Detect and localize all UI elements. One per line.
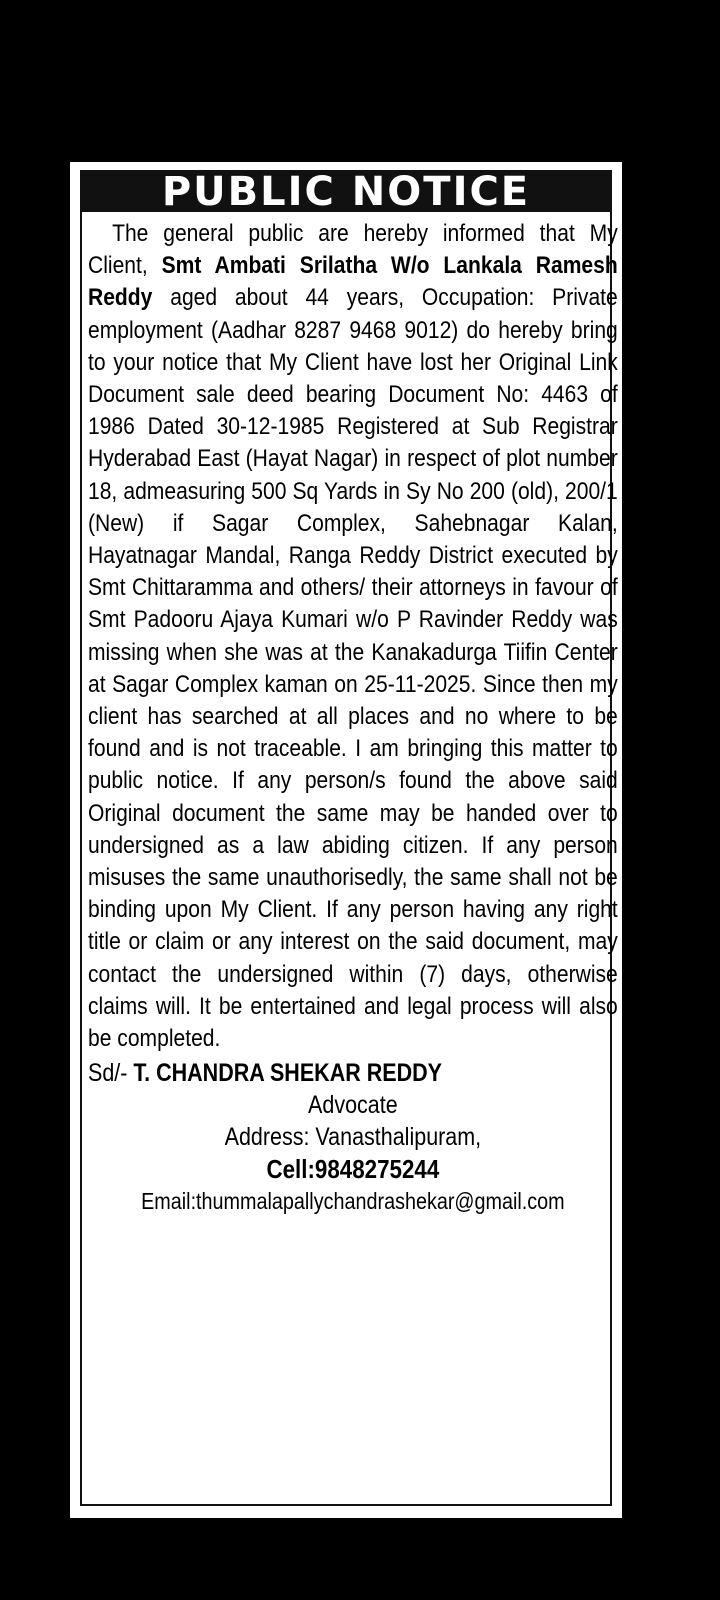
public-notice [80, 169, 618, 1506]
newspaper-clipping [70, 162, 622, 1518]
signatory-address: Address: Vanasthalipuram, [224, 1123, 482, 1152]
notice-body [82, 212, 618, 1217]
notice-text-main: aged about 44 years, Occupation: Private employment (Aadhar 8287 9468 9012) do hereby bring to your notice that My Client have lost her Original Link Document sale deed bearing Document No: 4463 of 1986 Dated 30-12-1985 Registered at Sub Registrar Hyderabad East (Hayat Nagar) in respect of plot number 18, admeasuring 500 Sq Yards in Sy No 200 (old), 200/1 (New) if Sagar Complex, Sahebnagar Kalan, Hayatnagar Mandal, Ranga Reddy District executed by Smt Chittaramma and others/ their attorneys in favour of Smt Padooru Ajaya Kumari w/o P Ravinder Reddy was missing when she was at the Kanakadurga Tiifin Center at Sagar Complex kaman on 25-11-2025. Since then my client has searched at all places and no where to be found and is not traceable. I am bringing this matter to public notice. If any person/s found the above said Original document the same may be handed over to undersigned as a law abiding citizen. If any person misuses the same unauthorisedly, the same shall not be binding upon My Client. If any person having any right title or claim or any interest on the said document, may contact the undersigned within (7) days, otherwise claims will. It be entertained and legal process will also be completed. [88, 284, 618, 1053]
signature-block [88, 1057, 618, 1217]
notice-title: PUBLIC NOTICE [82, 172, 610, 212]
signatory-email: Email:thummalapallychandrashekar@gmail.com [141, 1188, 565, 1215]
notice-paragraph [88, 218, 618, 1055]
signatory-line [88, 1057, 618, 1089]
sd-prefix: Sd/- [88, 1059, 134, 1088]
notice-text-intro: The general public are hereby informed that My Client, [88, 220, 618, 280]
signatory-role: Advocate [308, 1091, 398, 1120]
signatory-name: T. CHANDRA SHEKAR REDDY [133, 1059, 442, 1088]
signatory-phone: Cell:9848275244 [266, 1154, 440, 1185]
client-name: Smt Ambati Srilatha W/o Lankala Ramesh Reddy [88, 252, 618, 312]
